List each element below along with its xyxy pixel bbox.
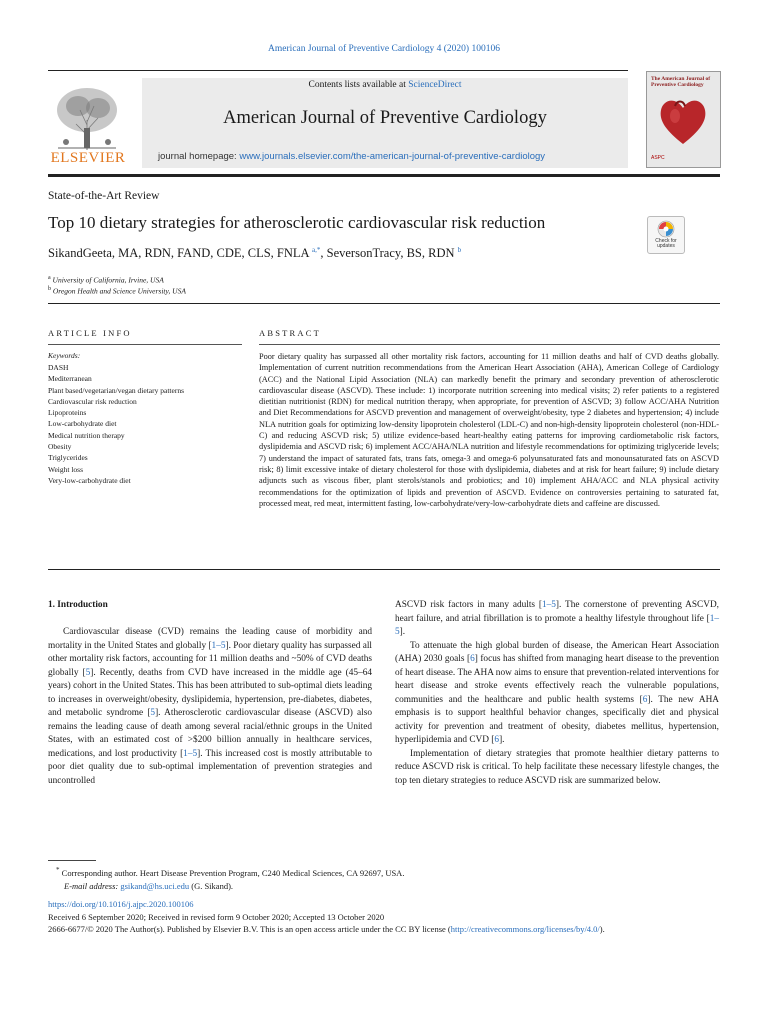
author-2: SeversonTracy, BS, RDN (326, 246, 455, 261)
keyword-item: Low-carbohydrate diet (48, 419, 117, 429)
paragraph-text: ]. (499, 735, 505, 745)
cover-heart-image (657, 92, 709, 148)
paragraph-text: Cardiovascular disease (CVD) remains the leading cause of morbidity and mortality in the United States and globally [ (48, 627, 372, 651)
authors-line (48, 246, 461, 261)
citation-link[interactable]: 5 (85, 667, 91, 678)
citation-link[interactable]: 6 (470, 654, 475, 664)
keyword-item: Plant based/vegetarian/vegan dietary patterns (48, 385, 184, 395)
keywords-label: Keywords: (48, 351, 81, 360)
keyword-item: Very-low-carbohydrate diet (48, 475, 131, 485)
body-column-left (48, 626, 372, 788)
email-label: E-mail address: (64, 880, 121, 891)
running-header[interactable]: American Journal of Preventive Cardiology 4 (2020) 100106 (268, 44, 500, 54)
citation-link[interactable]: 5 (150, 708, 156, 718)
affiliation-a (48, 275, 164, 285)
check-for-updates-badge[interactable] (647, 216, 685, 254)
keyword-item: Medical nutrition therapy (48, 430, 125, 440)
citation-link[interactable]: 1–5 (211, 640, 226, 651)
cover-society: ASPC (651, 155, 665, 161)
affiliation-a-sup: a (48, 275, 51, 281)
sciencedirect-link[interactable]: ScienceDirect (408, 80, 462, 90)
citation-link[interactable]: 1–5 (183, 748, 198, 759)
paragraph-text: ]. Poor dietary quality has surpassed all other mortality risk factors, accounting for 11 million deaths and ~50% of CVD deaths globally [ (48, 640, 372, 678)
footnote-rule (48, 860, 96, 861)
journal-homepage-line (158, 151, 545, 162)
intro-paragraph-2 (395, 640, 719, 748)
email-line (48, 880, 404, 893)
citation-link[interactable]: 1–5 (395, 613, 719, 637)
abstract-rule (259, 344, 720, 345)
paragraph-text: ] focus has shifted from managing heart disease to the prevention of heart disease. The AHA now aims to ensure that prevention-related interventions for heart disease and stroke events effectively reach the vulnerable populations, communities and the healthcare and public health systems [ (395, 654, 719, 705)
article-info-rule (48, 344, 242, 345)
author-separator: , (320, 246, 327, 261)
abstract-text: Poor dietary quality has surpassed all other mortality risk factors, accounting for 11 million deaths and half of CVD deaths globally. Implementation of current nutrition recommendations from the American Heart Association (AHA), American College of Cardiology (ACC) and the National Lipid Association (NLA) can markedly benefit the primary and secondary prevention of atherosclerotic cardiovascular disease (ASCVD). These include: 1) incorporate nutrition screening into medical visits; 2) refer patients to a registered dietitian nutritionist (RDN) for medical nutrition therapy, when appropriate, for prevention of ASCVD; 3) follow ACC/AHA Nutrition and Diet Recommendations for ASCVD prevention and management of overweight/obesity, type 2 diabetes and hypertension; 4) include NLA nutrition goals for optimizing low-density lipoprotein cholesterol (LDL-C) and non-high-density lipoprotein cholesterol (non-HDL-C) and reducing ASCVD risk; 5) utilize evidence-based heart-healthy eating patterns for improving cardiometabolic risk factors, dyslipidemia and ASCVD risk; 6) implement ACC/AHA/NLA nutrition and lifestyle recommendations for optimizing triglyceride levels; 7) understand the impact of saturated fats, trans fats, omega-3 and omega-6 polyunsaturated fats and monounsaturated fats on ASCVD risk; 8) limit excessive intake of dietary cholesterol for those with dyslipidemia, diabetes and at risk for heart failure; 9) include dietary adjuncts such as viscous fiber, plant sterols/stanols and probiotics; and 10) implement AHA/ACC and NLA physical activity recommendations for the optimization of lipids and prevention of ASCVD. Evidence on controversies pertaining to saturated fat, processed meat, red meat, intermittent fasting, low-carbohydrate/very-low-carbohydrate diets and caffeine are discussed. (259, 352, 719, 508)
license-line (48, 923, 605, 936)
keyword-item: Cardiovascular risk reduction (48, 396, 137, 406)
header-thick-rule (48, 174, 720, 177)
affiliations-rule (48, 303, 720, 304)
corresponding-line (48, 864, 404, 880)
header-rule (48, 70, 628, 71)
author-1-affil[interactable]: a,* (312, 246, 321, 254)
received-dates: Received 6 September 2020; Received in revised form 9 October 2020; Accepted 13 October 2020 (48, 911, 385, 922)
paragraph-text: ASCVD risk factors in many adults [ (395, 600, 542, 610)
doi-link[interactable]: https://doi.org/10.1016/j.ajpc.2020.100106 (48, 899, 194, 909)
paragraph-text: ]. This increased cost is mostly attributable to poor diet quality due to sub-optimal implementation of prevention strategies and uncontrolled (48, 748, 372, 786)
crossmark-icon (657, 220, 675, 238)
keyword-item: Triglycerides (48, 453, 88, 463)
email-link[interactable]: gsikand@hs.uci.edu (120, 880, 190, 891)
affiliation-b (48, 286, 186, 296)
paragraph-text: ]. The cornerstone of preventing ASCVD, heart failure, and atrial fibrillation is to promote a healthy lifestyle throughout life [ (395, 600, 719, 624)
body-column-right (395, 599, 719, 788)
license-prefix: 2666-6677/© 2020 The Author(s). Published by Elsevier B.V. This is an open access article under the CC BY license ( (48, 924, 451, 934)
article-metadata (48, 898, 605, 936)
email-suffix: (G. Sikand). (189, 880, 234, 891)
citation-link[interactable]: 6 (494, 735, 500, 745)
citation-link[interactable]: 1–5 (541, 600, 556, 610)
license-suffix: ). (599, 924, 605, 934)
intro-paragraph-1-continued (395, 599, 719, 640)
keyword-item: Weight loss (48, 464, 84, 474)
keywords-list (48, 362, 184, 486)
article-info-heading: ARTICLE INFO (48, 328, 132, 338)
affiliation-b-sup: b (48, 286, 51, 292)
paragraph-text: ]. (399, 627, 406, 637)
affiliation-a-text: University of California, Irvine, USA (52, 275, 164, 285)
keyword-item: DASH (48, 363, 69, 372)
keyword-item: Lipoproteins (48, 408, 87, 418)
article-type: State-of-the-Art Review (48, 190, 160, 202)
citation-link[interactable]: 6 (642, 694, 648, 705)
corresponding-text: Corresponding author. Heart Disease Prevention Program, C240 Medical Sciences, CA 92697, USA. (61, 867, 405, 878)
journal-title: American Journal of Preventive Cardiology (223, 108, 547, 128)
crossmark-label: Check for updates (655, 238, 677, 249)
paragraph-text: To attenuate the high global burden of disease, the American Heart Association (AHA) 2030 goals [ (395, 640, 719, 664)
homepage-link[interactable]: www.journals.elsevier.com/the-american-journal-of-preventive-cardiology (239, 151, 546, 162)
corresponding-marker: * (56, 866, 60, 874)
journal-cover-thumbnail[interactable] (646, 71, 721, 168)
front-matter-end-rule (48, 569, 720, 570)
abstract-heading: ABSTRACT (259, 328, 321, 338)
keyword-item: Mediterranean (48, 374, 92, 384)
introduction-heading: 1. Introduction (48, 600, 108, 610)
paragraph-text: ]. Atherosclerotic cardiovascular disease (ASCVD) also remains the leading cause of death among several racial/ethnic groups in the United States, with an estimated cost of >$200 billion annually in healthcare services, medications, and lost productivity [ (48, 708, 372, 759)
publisher-name: ELSEVIER (50, 150, 126, 166)
author-2-affil[interactable]: b (457, 246, 462, 254)
keyword-item: Obesity (48, 442, 72, 452)
intro-paragraph-3 (395, 748, 719, 789)
intro-paragraph-1 (48, 626, 372, 788)
paragraph-text: Implementation of dietary strategies that promote healthier dietary patterns to reduce ASCVD risk is critical. To help facilitate these necessary lifestyle changes, the top ten dietary strategies to reduce ASCVD risk are summarized below. (395, 748, 719, 786)
license-link[interactable]: http://creativecommons.org/licenses/by/4.0/ (450, 924, 600, 934)
paragraph-text: ]. Recently, deaths from CVD have increased in the middle age (45–64 years) cohort in the United States. This has been attributed to sub-optimal diets leading to increases in overweight/obesity, dyslipidemia, hypertension, pre-diabetes, diabetes, and metabolic syndrome [ (48, 667, 373, 718)
contents-prefix: Contents lists available at (308, 80, 409, 90)
article-title: Top 10 dietary strategies for atherosclerotic cardiovascular risk reduction (48, 213, 546, 232)
paragraph-text: ]. The new AHA emphasis is to support healthful behavior changes, specifically diet and physical activity for prevention and treatment of obesity, diabetes mellitus, hypertension, hyperlipidemia and CVD [ (395, 694, 719, 745)
homepage-label: journal homepage: (158, 151, 240, 162)
cover-title: The American Journal of Preventive Cardiology (651, 76, 711, 88)
author-1: SikandGeeta, MA, RDN, FAND, CDE, CLS, FNLA (48, 246, 309, 261)
affiliation-b-text: Oregon Health and Science University, USA (52, 286, 186, 296)
contents-available-line (142, 80, 628, 90)
corresponding-author-footnote (48, 864, 404, 893)
